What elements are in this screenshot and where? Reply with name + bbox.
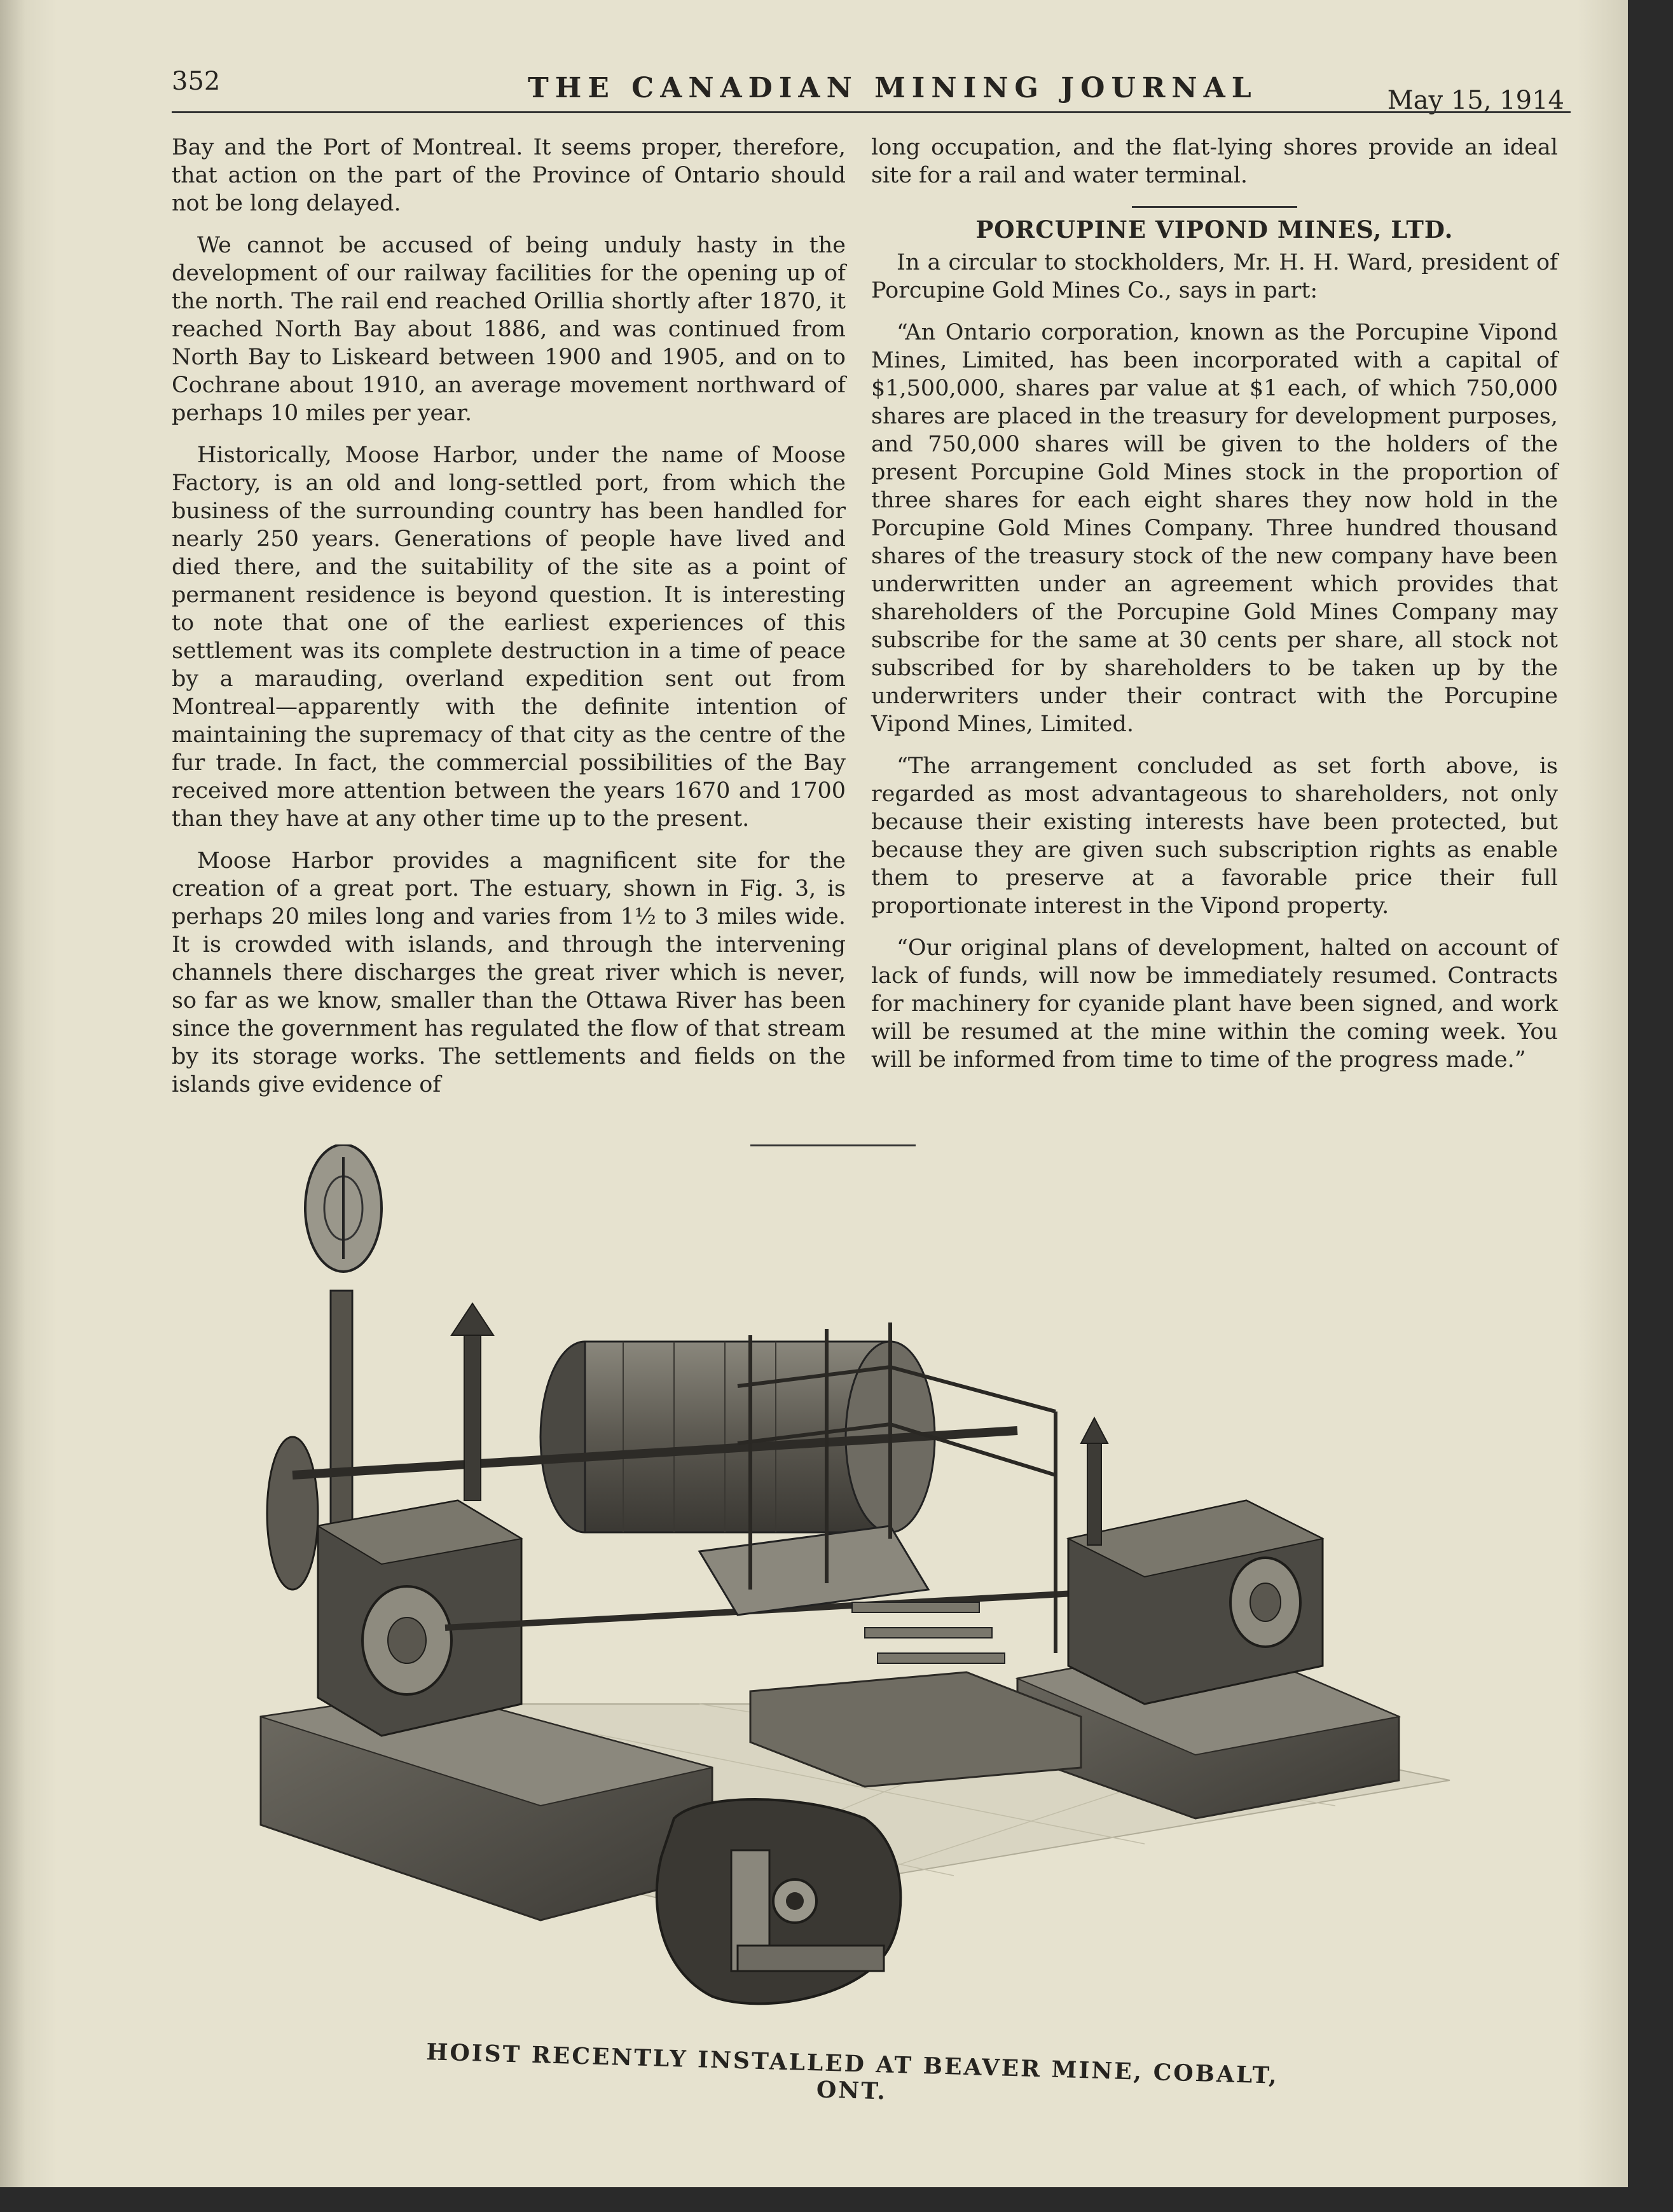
- paragraph: In a circular to stockholders, Mr. H. H. Ward, president of Porcupine Gold Mines Co., says in part:: [871, 250, 1558, 303]
- section-divider: [1132, 206, 1297, 208]
- paragraph: “An Ontario corporation, known as the Porcupine Vipond Mines, Limited, has been incorporated with a capital of $1,500,000, shares par value at $1 each, of which 750,000 shares are placed in the treasury for development purposes, and 750,000 shares will be given to the holders of the present Porcupine Gold Mines stock in the proportion of three shares for each eight shares they now hold in the Porcupine Gold Mines Company. Three hundred thousand shares of the treasury stock of the new company have been underwritten under an agreement which provides that shareholders of the Porcupine Gold Mines Company may subscribe for the same at 30 cents per share, all stock not subscribed for by shareholders to be taken up by the underwriters under their contract with the Porcupine Vipond Mines, Limited.: [871, 320, 1558, 737]
- page-number: 352: [172, 67, 221, 96]
- paragraph: “The arrangement concluded as set forth above, is regarded as most advantageous to shareholders, not only because their existing interests have been protected, but because they are given such subscription rights as enable them to preserve at a favorable price their full proportionate interest in the Vipond property.: [871, 753, 1558, 919]
- page-header: [172, 60, 1571, 118]
- section-heading: PORCUPINE VIPOND MINES, LTD.: [975, 216, 1454, 244]
- paragraph: We cannot be accused of being unduly hasty in the development of our railway facilities for the opening up of the north. The rail end reached Orillia shortly after 1870, it reached North Bay about 1886, and was continued from North Bay to Liskeard between 1900 and 1905, and on to Cochrane about 1910, an average movement northward of perhaps 10 miles per year.: [172, 233, 846, 426]
- left-column: [172, 134, 846, 1113]
- paragraph: “Our original plans of development, halted on account of lack of funds, will now be immediately resumed. Contracts for machinery for cyanide plant have been signed, and work will be resumed at the mine within the coming week. You will be informed from time to time of the progress made.”: [871, 935, 1558, 1073]
- journal-title: THE CANADIAN MINING JOURNAL: [528, 72, 1258, 104]
- figure-caption: HOIST RECENTLY INSTALLED AT BEAVER MINE, COBALT, ONT.: [425, 2038, 1279, 2105]
- paragraph: long occupation, and the flat-lying shores provide an ideal site for a rail and water terminal.: [871, 135, 1558, 188]
- paragraph: Bay and the Port of Montreal. It seems proper, therefore, that action on the part of the Province of Ontario should not be long delayed.: [172, 135, 846, 216]
- header-rule: [172, 111, 1571, 113]
- right-column: [871, 134, 1558, 1088]
- paragraph: Historically, Moose Harbor, under the name of Moose Factory, is an old and long-settled port, from which the business of the surrounding country has been handled for nearly 250 years. Generations of people have lived and died there, and the suitability of the site as a point of permanent residence is beyond question. It is interesting to note that one of the earliest experiences of this settlement was its complete destruction in a time of peace by a marauding, overland expedition sent out from Montreal—apparently with the definite intention of maintaining the supremacy of that city as the centre of the fur trade. In fact, the commercial possibilities of the Bay received more attention between the years 1670 and 1700 than they have at any other time up to the present.: [172, 443, 846, 832]
- paragraph: Moose Harbor provides a magnificent site for the creation of a great port. The estuary, shown in Fig. 3, is perhaps 20 miles long and varies from 1½ to 3 miles wide. It is crowded with islands, and through the intervening channels there discharges the great river which is never, so far as we know, smaller than the Ottawa River has been since the government has regulated the flow of that stream by its storage works. The settlements and fields on the islands give evidence of: [172, 848, 846, 1097]
- hoist-illustration: [254, 1144, 1463, 2022]
- issue-date: May 15, 1914: [1387, 86, 1564, 115]
